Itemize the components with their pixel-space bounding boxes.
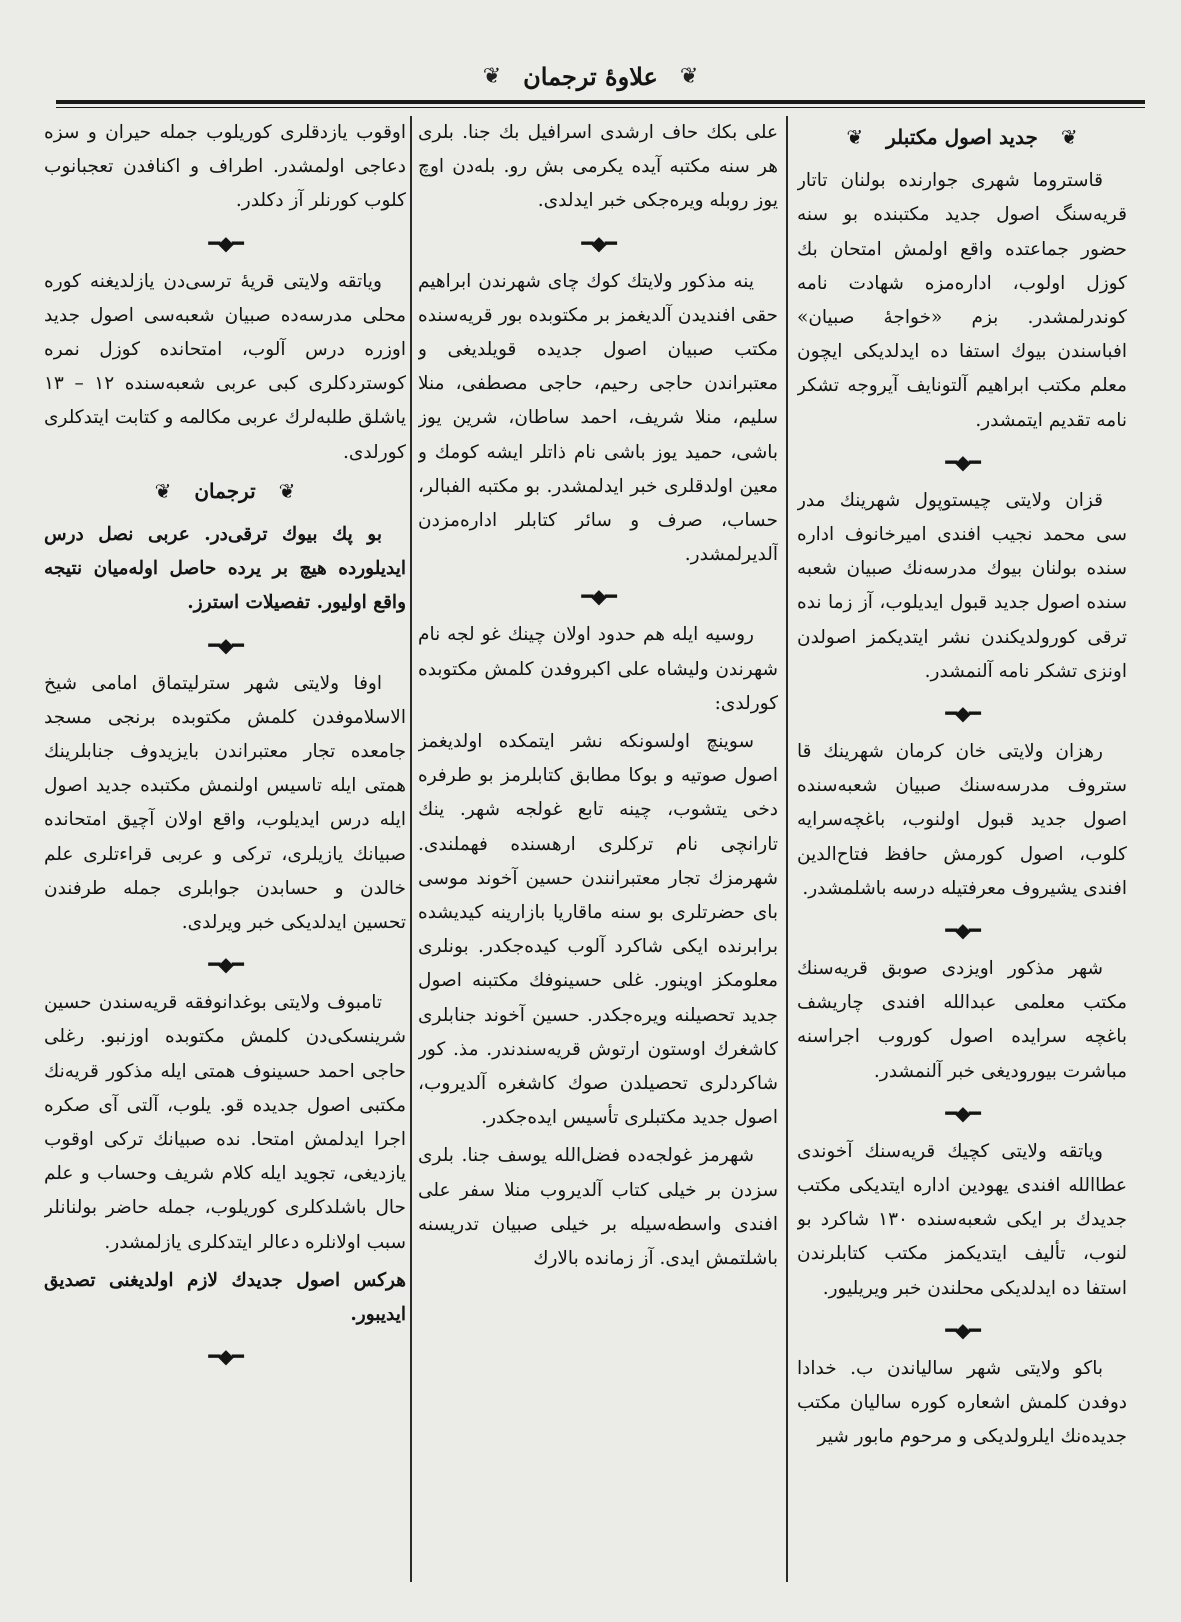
page-title: علاوهٔ ترجمان — [523, 61, 658, 91]
left-column — [44, 116, 406, 1612]
ornament-icon: ❦ — [482, 63, 502, 89]
separator-ornament: ━◆━ — [945, 701, 979, 726]
article-paragraph: رهزان ولایتی خان کرمان شهرینك قا ستروف مدرسه‌سنك صبیان شعبه‌سنده اصول جدید قبول اولنوب، باغچه‌سرایه کلوب، اصول کورمش حافظ فتاح‌الدین افندی یشیروف معرفتیله درسه باشلمشدر. — [797, 741, 1127, 899]
separator-ornament: ━◆━ — [208, 632, 242, 657]
separator-ornament: ━◆━ — [208, 1344, 242, 1369]
section-heading — [797, 120, 1127, 154]
separator-ornament: ━◆━ — [945, 1100, 979, 1125]
right-column — [797, 116, 1127, 1612]
separator-ornament: ━◆━ — [208, 952, 242, 977]
article-paragraph: هرکس اصول جدیدك لازم اولدیغنی تصدیق ایدیبور. — [44, 1269, 406, 1326]
article-paragraph: قاستروما شهری جوارنده بولنان تاتار قریه‌سنگ اصول جدید مکتبنده بو سنه حضور جماعتده واقع اولمش امتحان بك کوزل اولوب، اداره‌مزه شهادت نامه کوندرلمشدر. بزم «خواجهٔ صبیان» افباسندن بیوك استفا ده ایدلدیکی ایچون معلم مکتب ابراهیم آلتونایف آیروجه تشکر نامه تقدیم ایتمشدر. — [797, 170, 1127, 431]
article-paragraph: قزان ولایتی چیستوپول شهرینك مدر سی محمد نجیب افندی امیرخانوف اداره سنده بولنان بیوك مدرسه‌نك صبیان شعبه‌ سنده اصول جدید قبول ایدیلوب، آز زما نده ترقی کورولدیکندن نشر ایتدیکمز اصولدن اونزی تشکر نامه آلنمشدر. — [797, 489, 1127, 682]
article-paragraph: علی بکك حاف ارشدی اسرافیل بك جنا. بلری هر سنه مکتبه آیده یکرمی بش رو. بله‌دن اوچ یوز روبله ویره‌جکی خبر ایدلدی. — [418, 122, 778, 212]
middle-column — [418, 116, 778, 1612]
heading-text: ترجمان — [194, 478, 256, 503]
article-paragraph: روسیه ایله هم حدود اولان چینك غو لجه نام شهرندن ولیشاه علی اکبروفدن کلمش مکتوبده کورلدی: — [418, 624, 778, 714]
ornament-icon: ❦ — [278, 478, 296, 503]
separator-ornament: ━◆━ — [581, 584, 615, 609]
separator-ornament: ━◆━ — [945, 449, 979, 474]
ornament-icon: ❦ — [846, 125, 864, 149]
separator-ornament: ━◆━ — [581, 230, 615, 255]
column-divider — [410, 116, 412, 1582]
article-paragraph: تامبوف ولایتی بوغدانوفقه قریه‌سندن حسین شرینسکی‌دن کلمش مکتوبده اوزنبو. رغلی حاجی احمد حسینوف همتی ایله مذکور قریه‌نك مکتبی اصول جدیده قو. یلوب، آلتی آی صکره اجرا ایدلمش امتحا. نده صبیانك ترکی اوقوب یازدیغی، تجوید ایله کلام شریف وحساب و علم حال باشلدکلری کوریلوب، جمله حاضر بولنانلر سبب اولانلره دعالر ایتدکلری یازلمشدر. — [44, 992, 406, 1253]
article-paragraph: ویاتقه ولایتی قریهٔ ترسی‌دن یازلدیغنه کوره محلی مدرسه‌ده صبیان شعبه‌سی اصول جدید اوزره درس آلوب، امتحانده کوزل نمره کوستردکلری کبی عربی شعبه‌سنده ١٢ – ١٣ یاشلق طلبه‌لرك عربی مکالمه و کتابت ایتدکلری کورلدی. — [44, 270, 406, 463]
section-heading — [44, 474, 406, 508]
heading-text: جدید اصول مکتبلر — [886, 125, 1038, 149]
separator-ornament: ━◆━ — [208, 230, 242, 255]
separator-ornament: ━◆━ — [945, 918, 979, 943]
article-paragraph: ینه مذکور ولایتك کوك چای شهرندن ابراهیم حقی افندیدن آلدیغمز بر مکتوبده بور قریه‌سنده مکتب صبیان اصول جدیده قویلدیغی و معتبراندن حاجی رحیم، حاجی مصطفی، منلا سلیم، منلا شریف، احمد ساطان، شرین یوز باشی، حمید یوز باشی نام ذاتلر ایشه کومك و معین اولدقلری خبر ایدلمشدر. بو مکتبه الفبالر، حساب، صرف و سائر کتابلر اداره‌مزدن آلدیرلمشدر. — [418, 270, 778, 566]
article-paragraph: شهر مذکور اویزدی صوبق قریه‌سنك مکتب معلمی عبدالله افندی چاریشف باغچه سرایده اصول کوروب اجراسنه مباشرت بیورودیغی خبر آلنمشدر. — [797, 958, 1127, 1082]
article-paragraph: اوقوب یازدقلری کوریلوب جمله حیران و سزه دعاجی اولمشدر. اطراف و اکنافدن تعجبانوب کلوب کورنلر آز دکلدر. — [44, 122, 406, 212]
top-rule — [56, 100, 1145, 108]
article-paragraph: بو پك بیوك ترقی‌در. عربی نصل درس ایدیلورده هیچ بر یرده حاصل اوله‌میان نتیجه واقع اولیور. تفصیلات استرز. — [44, 524, 406, 614]
ornament-icon: ❦ — [1060, 125, 1078, 149]
masthead — [0, 52, 1181, 100]
ornament-icon: ❦ — [154, 478, 172, 503]
ornament-icon: ❦ — [679, 63, 699, 89]
column-divider — [786, 116, 788, 1582]
article-paragraph: ویاتقه ولایتی کچیك قریه‌سنك آخوندی عطاالله افندی یهودین اداره ایتدیکی مکتب جدیدك بر ایکی شعبه‌سنده ١٣٠ شاکرد بو لنوب، تألیف ایتدیکمز مکتب کتابلرندن استفا ده ایدلدیکی محلندن خبر ویریلیور. — [797, 1140, 1127, 1299]
article-paragraph: شهرمز غولجه‌ده فضل‌الله یوسف جنا. بلری سزدن بر خیلی کتاب آلدیروب منلا سفر علی افندی واسطه‌سیله بر خیلی صبیان تدریسنه باشلتمش ایدی. آز زمانده بالارك — [418, 1145, 778, 1270]
article-paragraph: باکو ولایتی شهر سالیاندن ب. خدادا دوفدن کلمش اشعاره کوره سالیان مکتب جدیده‌نك ایلرولدیکی و مرحوم مابور شیر — [797, 1357, 1127, 1448]
separator-ornament: ━◆━ — [945, 1317, 979, 1342]
article-paragraph: سوینچ اولسونکه نشر ایتمکده اولدیغمز اصول صوتیه و بوکا مطابق کتابلرمز بو طرفره دخی یتشوب، چینه تابع غولجه شهر. ینك تارانچی نام ترکلری ارهسنده فهملندی. شهرمزك تجار معتبرانندن حسین آخوند موسی بای حضرتلری بو سنه ماقاریا بازارینه کیدیشده برابرنده ایکی شاکرد آلوب کیده‌جکدر. بونلری معلومکز اوینور. غلی حسینوفك مکتبنه اصول جدید تحصیلنه ویره‌جکدر. حسین آخوند جنابلری کاشغرك اوستون ارتوش قریه‌سندندر. مذ. کور شاکردلری تحصیلدن صوك کاشغره آلدیروب، اصول جدید مکتبلری تأسیس ایده‌جکدر. — [418, 731, 778, 1129]
article-paragraph: اوفا ولایتی شهر سترلیتماق امامی شیخ الاسلاموفدن کلمش مکتوبده برنجی مسجد جامعده تجار معتبراندن بایزیدوف جنابلرینك همتی ایله تاسیس اولنمش مکتبده جدید اصول ایله درس ایدیلوب، واقع اولان آچیق امتحانده صبیانك یازیلری، ترکی و عربی قراءتلری علم خالدن و حسابدن جوابلری جمله طرفندن تحسین ایدلدیکی خبر ویرلدی. — [44, 672, 406, 934]
